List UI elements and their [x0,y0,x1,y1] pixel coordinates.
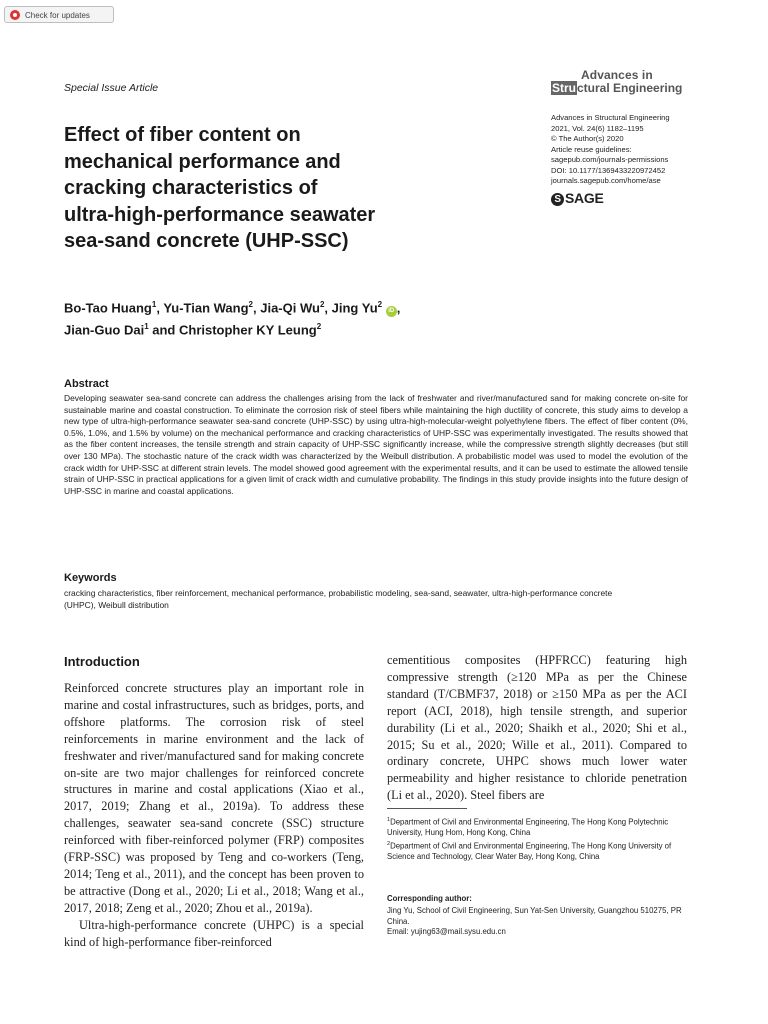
body-paragraph: Reinforced concrete structures play an important role in marine and costal infrastructures, such as bridges, ports, and offshore platforms. The corrosion risk of steel reinforcements in marine environment and the lack of freshwater and river/manufactured sand for making concrete on-site are two major challenges for reinforced concrete structures in marine and costal applications (Xiao et al., 2017, 2019; Zhang et al., 2019a). To address these challenges, seawater sea-sand concrete (SSC) structure reinforced with fiber-reinforced polymer (FRP) composites (FRP-SSC) was proposed by Teng and co-workers (Teng, 2014; Teng et al., 2011), and the concept has been proven to be attractive (Dong et al., 2020; Li et al., 2018; Wang et al., 2017, 2018; Zeng et al., 2020; Zhou et al., 2019a). [64,681,364,915]
corresponding-author-heading: Corresponding author: [387,894,472,903]
author-separator: , [156,300,164,316]
title-line: Effect of fiber content on [64,124,301,146]
pub-homepage-link[interactable]: journals.sagepub.com/home/ase [551,176,661,185]
author-separator: , [396,300,401,316]
footnote-number: 1 [387,817,391,823]
introduction-heading: Introduction [64,654,140,669]
journal-logo-top: Advances in [581,68,653,82]
pub-copyright: © The Author(s) 2020 [551,134,624,143]
author-list [64,295,534,340]
body-paragraph: cementitious composites (HPFRCC) featuring high compressive strength (≥120 MPa as per the Chinese standard (T/CBMF37, 2018) or ≥150 MPa as per the ACI report (ACI, 2018), high tensile strength, and superior durability (Li et al., 2020; Shaikh et al., 2020; Shi et al., 2015; Su et al., 2020; Wille et al., 2011). Compared to ordinary concrete, UHPC shows much lower water permeability and higher resistance to chloride penetration (Li et al., 2020). Steel fibers are [387,653,687,803]
author-affiliation: 2 [377,300,383,309]
footnote-item [387,839,687,863]
footnote-divider [387,808,467,809]
author-separator: , [253,300,261,316]
title-line: sea-sand concrete (UHP-SSC) [64,230,349,252]
author-affiliation: 2 [316,322,322,332]
pub-journal: Advances in Structural Engineering [551,113,670,122]
author-separator: , [324,300,332,316]
author-name[interactable]: Christopher KY Leung [178,322,317,338]
check-updates-label: Check for updates [25,11,90,20]
body-paragraph: Ultra-high-performance concrete (UHPC) is a special kind of high-performance fiber-reinforced [64,917,364,949]
publisher-logo [551,190,603,206]
body-column-left [64,680,364,951]
body-column-right [387,652,687,804]
author-name[interactable]: Bo-Tao Huang [64,300,152,316]
author-separator: and [148,322,179,338]
footnote-text: Department of Civil and Environmental Engineering, The Hong Kong University of Science and Technology, Clear Water Bay, Hong Kong, China [387,841,672,861]
article-title [64,122,464,255]
keywords-heading: Keywords [64,572,117,584]
check-for-updates-button[interactable] [4,6,114,23]
check-updates-icon [10,10,20,20]
journal-logo-bottom [551,81,682,95]
author-affiliation: 1 [144,322,149,332]
pub-doi-link[interactable]: DOI: 10.1177/1369433220972452 [551,165,666,175]
author-affiliation: 2 [248,300,253,309]
article-type-label: Special Issue Article [64,82,159,94]
abstract-heading: Abstract [64,378,109,390]
title-line: cracking characteristics of [64,177,318,199]
abstract-text: Developing seawater sea-sand concrete can address the challenges arising from the lack of freshwater and river/manufactured sand for making concrete on-site for sustainable marine and coastal construction. To eliminate the corrosion risk of steel fibers while maintaining the high ductility of concrete, this study aims to develop a new type of ultra-high-performance seawater sea-sand concrete (UHP-SSC) by using ultra-high-molecular-weight polyethylene fibers. The effect of fiber content (0%, 0.5%, 1.0%, and 1.5% by volume) on the mechanical performance and cracking characteristics of UHP-SSC was experimentally investigated. The results showed that as the fiber content increases, the tensile strength and strain capacity of UHP-SSC significantly increase, while the compressive strength slightly decreases (but still over 130 MPa). The stochastic nature of the crack width was characterized by the Weibull distribution. A probabilistic model was used to model the evolution of the crack width for UHP-SSC at different strain levels. The model showed good agreement with the experimental results, and it can be used to estimate the allowed tensile strain of UHP-SSC in practical applications for a given limit of crack width and cumulative probability. The findings in this study provide insights into the future design of UHP-SSC in marine and coastal applications. [64,393,688,496]
affiliation-footnotes [387,815,687,862]
pub-reuse-label: Article reuse guidelines: [551,144,632,154]
pub-volume: 2021, Vol. 24(6) 1182–1195 [551,123,644,133]
corresponding-author-info [387,906,687,938]
author-name[interactable]: Jing Yu [331,300,378,316]
sage-s-icon: S [551,193,564,206]
author-name[interactable]: Jia-Qi Wu [260,300,320,316]
author-affiliation: 2 [319,300,325,309]
title-line: ultra-high-performance seawater [64,203,376,226]
corresponding-author-email[interactable]: Email: yujing63@mail.sysu.edu.cn [387,927,506,936]
footnote-number: 2 [387,840,391,847]
journal-logo-highlight: Stru [552,81,576,95]
author-affiliation: 1 [151,300,157,309]
publisher-name: SAGE [565,190,604,206]
publication-info [551,113,741,187]
author-name[interactable]: Yu-Tian Wang [163,300,249,316]
journal-logo-rest: ctural Engineering [577,81,683,95]
keywords-text: cracking characteristics, fiber reinforcement, mechanical performance, probabilistic modeling, sea-sand, seawater, ultra-high-performance concrete (UHPC), Weibull distribution [64,588,613,610]
orcid-icon[interactable]: iD [386,306,397,317]
footnote-text: Department of Civil and Environmental Engineering, The Hong Kong Polytechnic University, Hung Hom, Hong Kong, China [387,817,669,838]
title-line: mechanical performance and [64,150,341,173]
footnote-item [387,815,687,839]
journal-logo [551,68,701,98]
author-name[interactable]: Jian-Guo Dai [64,322,145,338]
corresponding-author-address: Jing Yu, School of Civil Engineering, Sun Yat-Sen University, Guangzhou 510275, PR China. [387,906,682,926]
pub-permissions-link[interactable]: sagepub.com/journals-permissions [551,155,669,164]
